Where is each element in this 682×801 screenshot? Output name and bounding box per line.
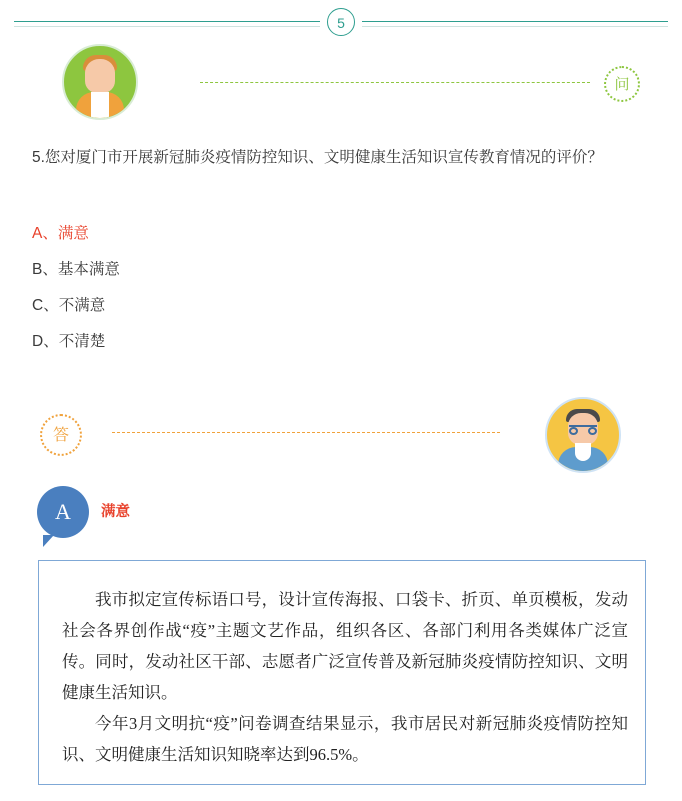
question-marker-badge: 问 bbox=[604, 66, 640, 102]
header-rule-left bbox=[14, 21, 320, 22]
option-b[interactable]: B、基本满意 bbox=[32, 261, 120, 278]
avatar-face bbox=[85, 59, 115, 93]
page-header-bar bbox=[0, 0, 682, 40]
option-list bbox=[32, 216, 652, 360]
answer-body bbox=[62, 584, 628, 770]
option-c[interactable]: C、不满意 bbox=[32, 297, 106, 314]
answer-letter-badge: A bbox=[37, 486, 89, 538]
page-number: 5 bbox=[327, 8, 355, 36]
option-d[interactable]: D、不清楚 bbox=[32, 333, 106, 350]
answer-paragraph-1: 我市拟定宣传标语口号，设计宣传海报、口袋卡、折页、单页模板，发动社会各界创作战“疫”主题文艺作品，组织各区、各部门利用各类媒体广泛宣传。同时，发动社区干部、志愿者广泛宣传普及新冠肺炎疫情防控知识、文明健康生活知识。 bbox=[62, 590, 628, 702]
question-text: 5.您对厦门市开展新冠肺炎疫情防控知识、文明健康生活知识宣传教育情况的评价？ bbox=[32, 149, 603, 166]
answer-paragraph-2: 今年3月文明抗“疫”问卷调查结果显示，我市居民对新冠肺炎疫情防控知识、文明健康生活知识知晓率达到96.5%。 bbox=[62, 714, 628, 764]
avatar-shirt bbox=[91, 92, 109, 120]
header-rule-right bbox=[362, 21, 668, 22]
questioner-avatar bbox=[62, 44, 138, 120]
answer-label: 满意 bbox=[101, 504, 130, 520]
question-divider bbox=[200, 82, 590, 83]
header-rule-left-thin bbox=[14, 26, 320, 27]
responder-avatar bbox=[545, 397, 621, 473]
avatar-collar bbox=[575, 443, 591, 461]
glasses-icon bbox=[569, 425, 597, 436]
option-a[interactable]: A、满意 bbox=[32, 225, 89, 242]
answer-marker-badge: 答 bbox=[40, 414, 82, 456]
answer-divider bbox=[112, 432, 500, 433]
header-rule-right-thin bbox=[362, 26, 668, 27]
